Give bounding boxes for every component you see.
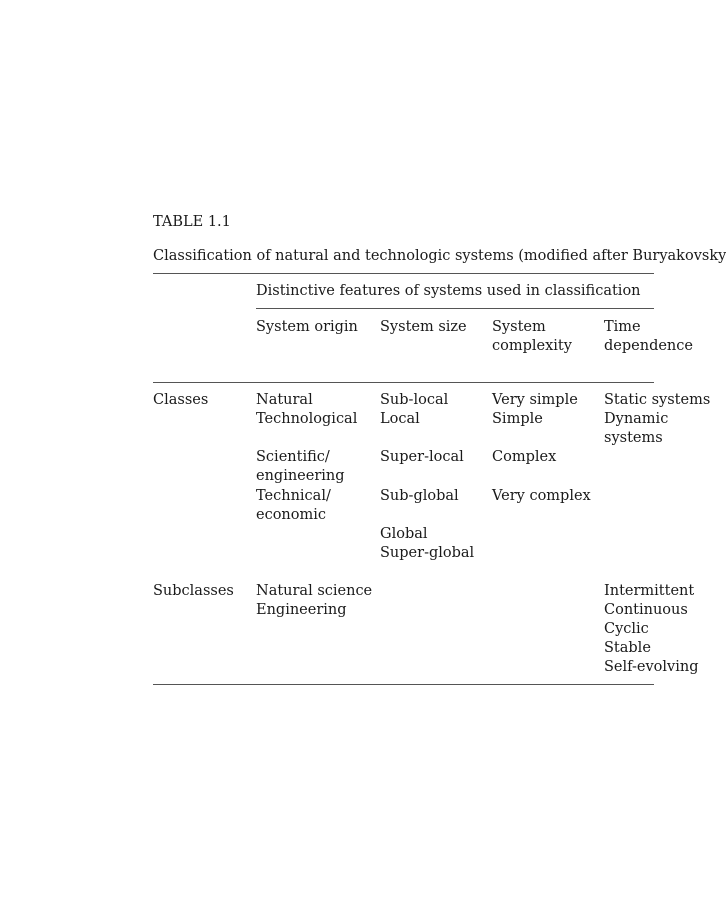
classes-size-cell: Global — [380, 526, 428, 542]
subclasses-time-cell: Intermittent — [604, 583, 695, 599]
classes-origin-cell: economic — [256, 507, 327, 523]
row-label-subclasses: Subclasses — [153, 583, 234, 599]
classes-time-cell: Dynamic — [604, 411, 669, 427]
classes-origin-cell: Technological — [256, 411, 358, 427]
classes-size-cell: Super-global — [380, 545, 475, 561]
subclasses-time-cell: Stable — [604, 640, 651, 656]
classes-origin-cell: engineering — [256, 468, 345, 484]
col-header-size: System size — [380, 319, 467, 335]
subclasses-time-cell: Self-evolving — [604, 659, 699, 675]
classes-origin-cell: Scientific/ — [256, 449, 330, 465]
classes-size-cell: Sub-global — [380, 488, 459, 504]
subclasses-time-cell: Cyclic — [604, 621, 649, 637]
classes-size-cell: Sub-local — [380, 392, 449, 408]
subclasses-origin-cell: Natural science — [256, 583, 373, 599]
subclasses-origin-cell: Engineering — [256, 602, 347, 618]
col-header-time-line2: dependence — [604, 338, 693, 354]
classes-size-cell: Super-local — [380, 449, 464, 465]
group-header: Distinctive features of systems used in classification — [256, 283, 641, 299]
classes-complexity-cell: Simple — [492, 411, 543, 427]
col-header-time: Time — [604, 319, 641, 335]
table-label: TABLE 1.1 — [153, 214, 231, 230]
subclasses-time-cell: Continuous — [604, 602, 688, 618]
classes-time-cell: Static systems — [604, 392, 711, 408]
classes-complexity-cell: Very complex — [492, 488, 591, 504]
classes-size-cell: Local — [380, 411, 420, 427]
table-bottom-rule — [153, 684, 654, 685]
row-label-classes: Classes — [153, 392, 209, 408]
classes-complexity-cell: Complex — [492, 449, 557, 465]
table-top-rule — [153, 273, 654, 274]
header-bottom-rule — [153, 382, 654, 383]
classes-time-cell: systems — [604, 430, 663, 446]
group-header-rule — [256, 308, 654, 309]
classes-origin-cell: Technical/ — [256, 488, 331, 504]
classes-origin-cell: Natural — [256, 392, 313, 408]
classes-complexity-cell: Very simple — [492, 392, 578, 408]
col-header-origin: System origin — [256, 319, 358, 335]
col-header-complexity: System — [492, 319, 546, 335]
col-header-complexity-line2: complexity — [492, 338, 572, 354]
table-caption: Classification of natural and technologic systems (modified after Buryakovsky — [153, 248, 726, 264]
